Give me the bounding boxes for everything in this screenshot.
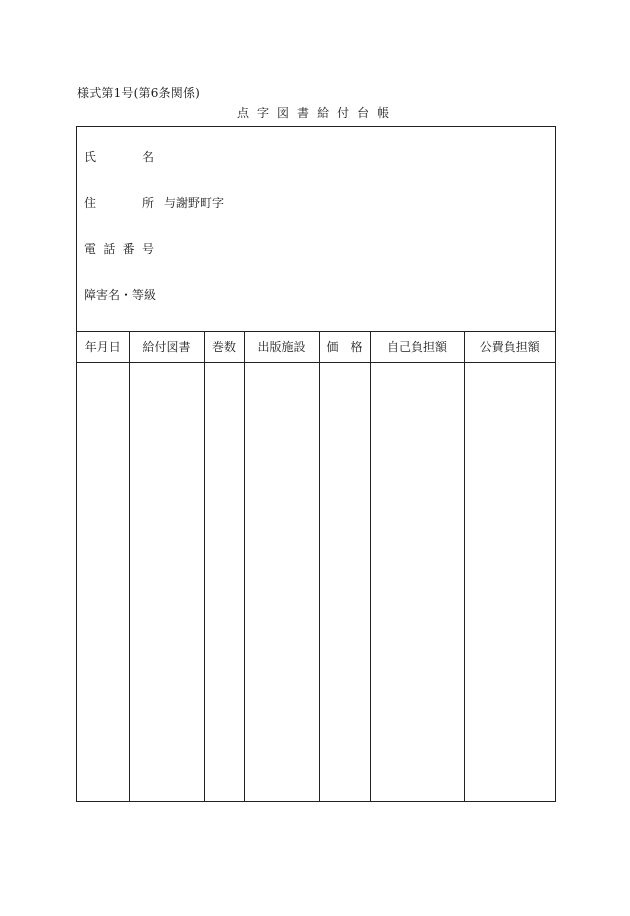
disability-row: [84, 286, 156, 303]
header-public-pay: 公費負担額: [464, 331, 555, 363]
ledger-table: [77, 331, 555, 801]
disability-label: 障害名・等級: [84, 288, 157, 302]
table-header-row: [77, 331, 555, 363]
ledger-frame: [76, 126, 556, 802]
phone-label: 電 話 番 号: [84, 242, 154, 256]
title-char: 付: [337, 106, 350, 120]
document-title: [237, 104, 397, 121]
title-char: 給: [317, 106, 330, 120]
name-label: 氏 名: [84, 150, 154, 164]
header-volumes: 巻数: [204, 331, 244, 363]
table-cell: [129, 363, 204, 802]
phone-row: [84, 240, 154, 257]
applicant-info-section: [77, 127, 555, 332]
address-label: 住 所: [84, 196, 154, 210]
name-row: [84, 148, 154, 165]
title-char: 書: [297, 106, 310, 120]
header-publisher: 出版施設: [244, 331, 319, 363]
title-char: 点: [237, 106, 250, 120]
header-date: 年月日: [77, 331, 129, 363]
header-book: 給付図書: [129, 331, 204, 363]
table-cell: [244, 363, 319, 802]
title-char: 字: [257, 106, 270, 120]
title-char: 帳: [377, 106, 390, 120]
table-cell: [370, 363, 464, 802]
table-cell: [77, 363, 129, 802]
form-number: 様式第1号(第6条関係): [77, 86, 201, 100]
address-value: 与謝野町字: [164, 196, 225, 210]
table-cell: [464, 363, 555, 802]
table-cell: [204, 363, 244, 802]
table-cell: [319, 363, 370, 802]
title-char: 図: [277, 106, 290, 120]
title-char: 台: [357, 106, 370, 120]
table-body-row: [77, 363, 555, 802]
header-self-pay: 自己負担額: [370, 331, 464, 363]
address-row: [84, 194, 224, 211]
header-price: 価 格: [319, 331, 370, 363]
